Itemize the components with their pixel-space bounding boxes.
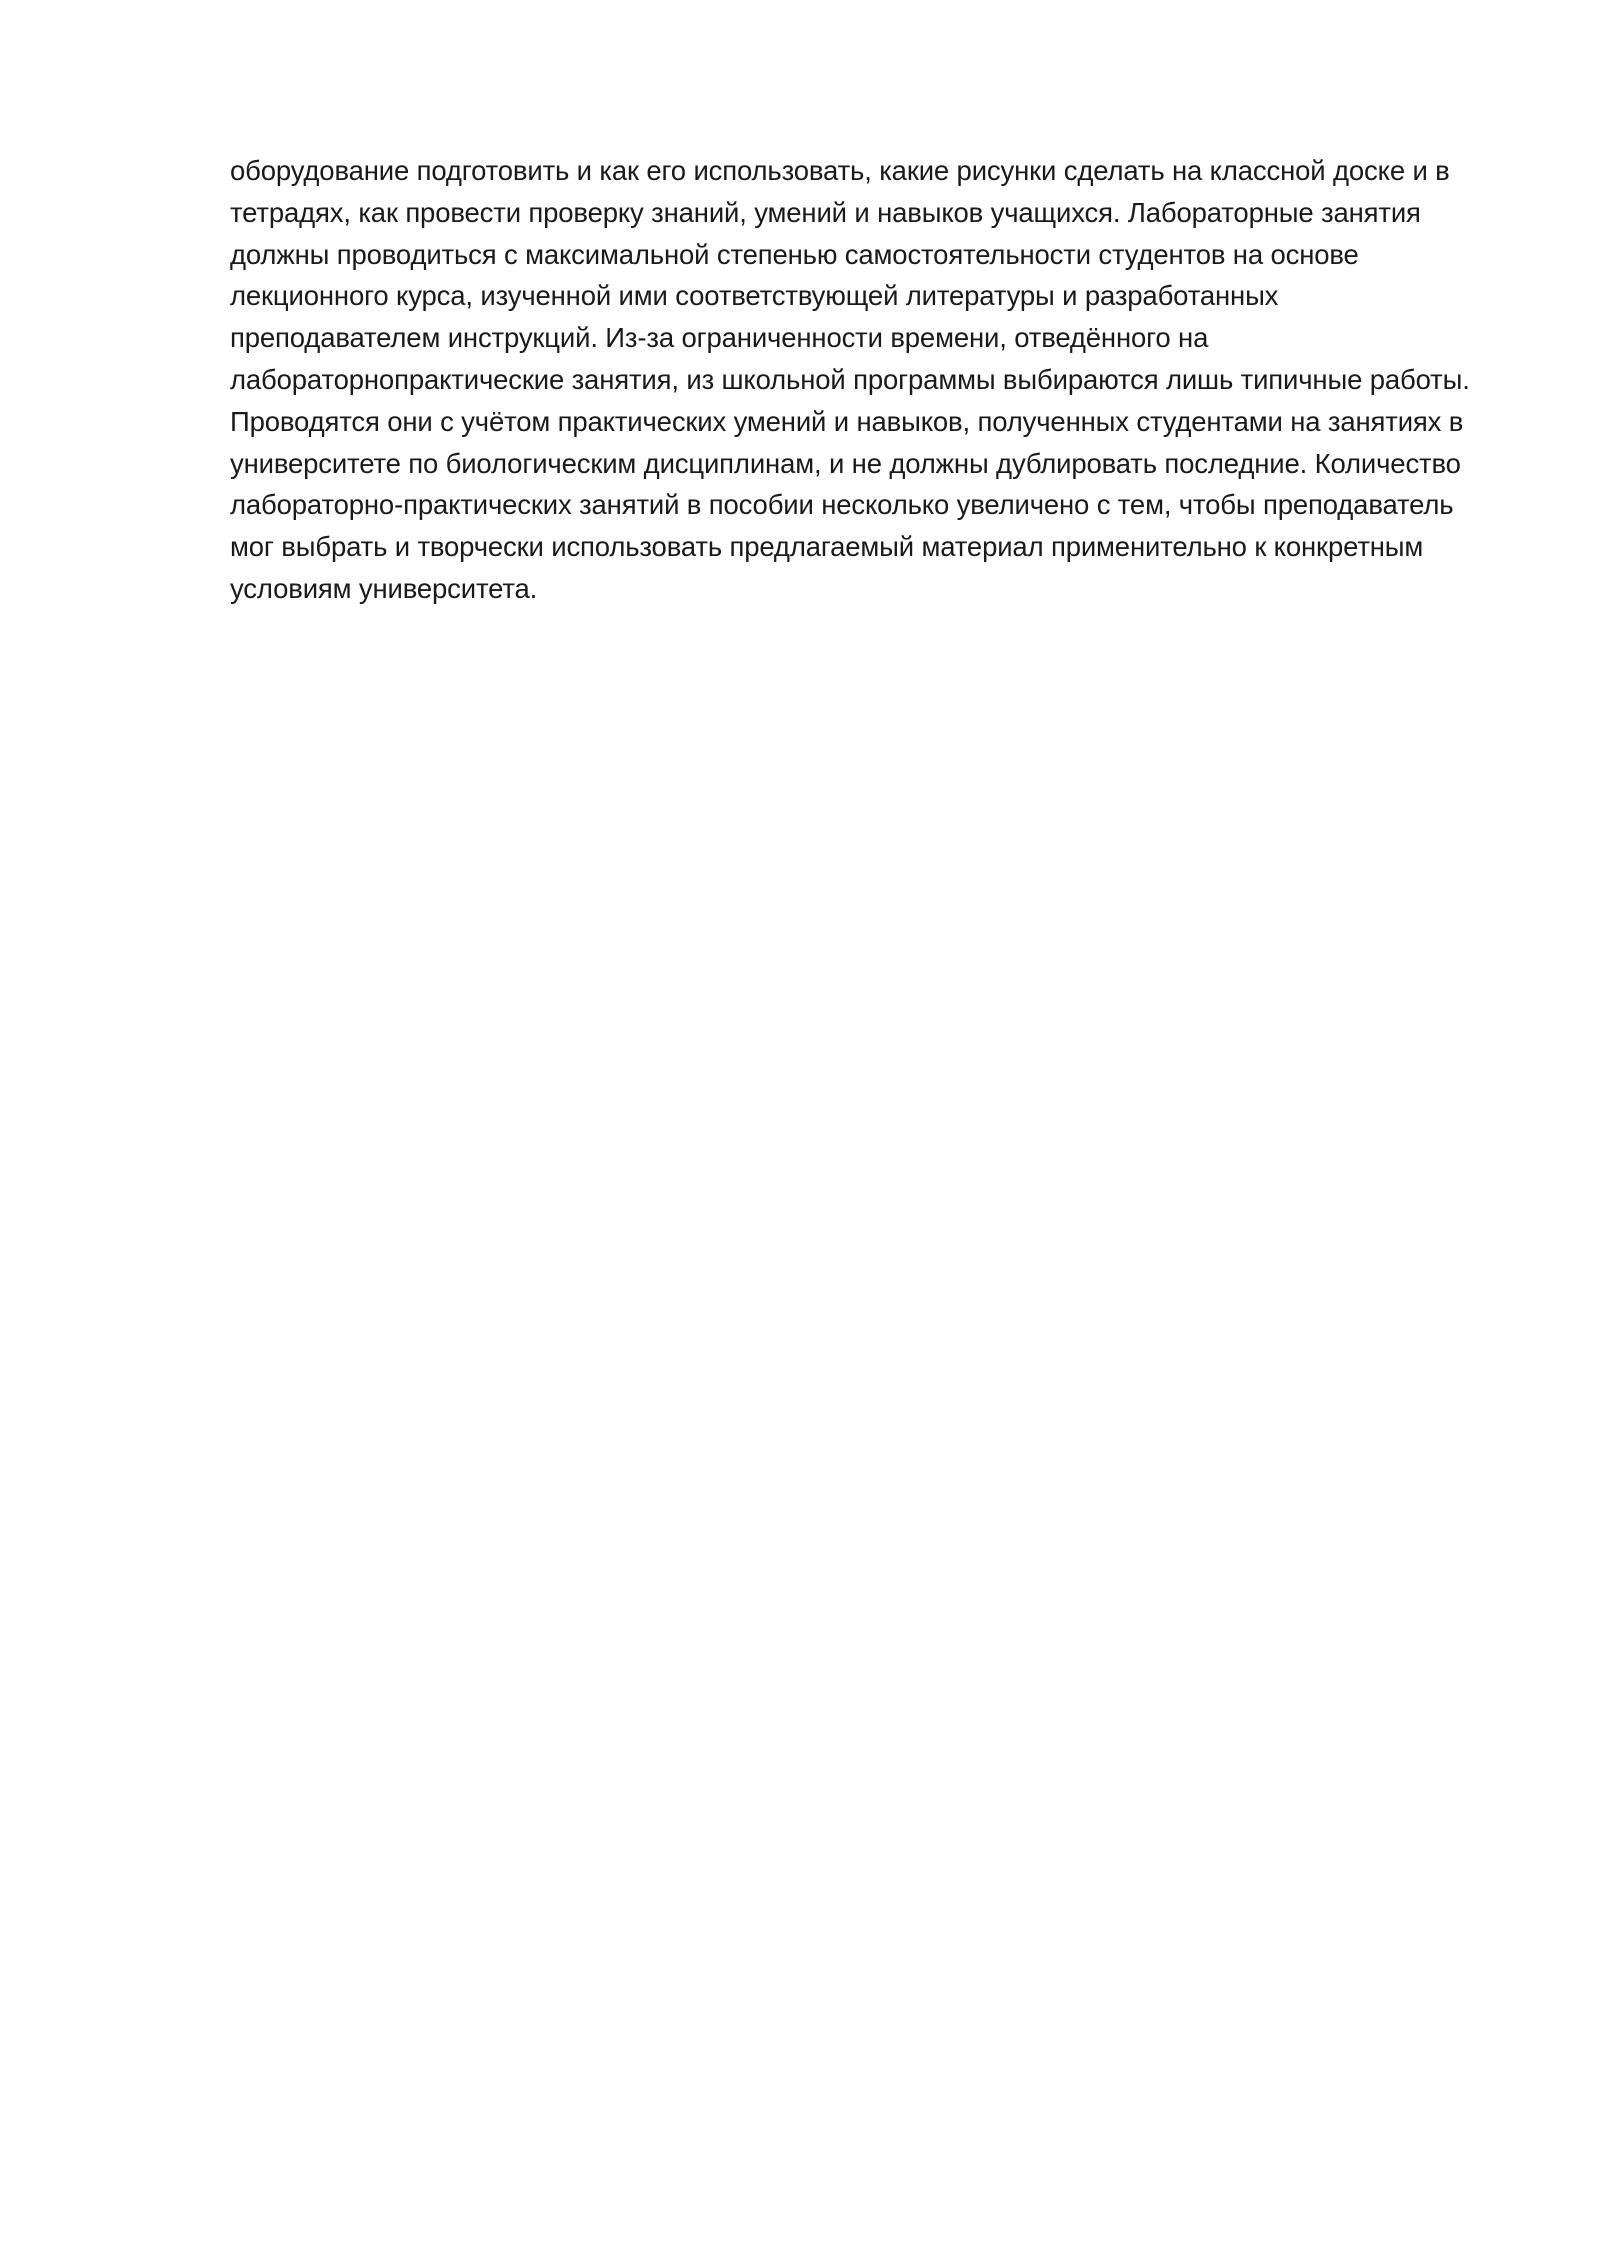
- paragraph-line: лекционного курса, изученной ими соответствующей литературы и разработанных: [230, 280, 1279, 312]
- paragraph-line: преподавателем инструкций. Из-за ограниченности времени, отведённого на: [230, 322, 1209, 354]
- paragraph-line: Проводятся они с учётом практических умений и навыков, полученных студентами на занятиях в: [230, 405, 1464, 437]
- paragraph-line: условиям университета.: [230, 572, 538, 604]
- paragraph-line: тетрадях, как провести проверку знаний, умений и навыков учащихся. Лабораторные занятия: [230, 196, 1421, 228]
- body-paragraph: [230, 150, 1490, 610]
- paragraph-line: должны проводиться с максимальной степенью самостоятельности студентов на основе: [230, 238, 1359, 270]
- paragraph-line: оборудование подготовить и как его использовать, какие рисунки сделать на классной доске и в: [230, 155, 1450, 186]
- paragraph-line: университете по биологическим дисциплинам, и не должны дублировать последние. Количество: [230, 447, 1461, 479]
- paragraph-line: мог выбрать и творчески использовать предлагаемый материал применительно к конкретным: [230, 531, 1424, 563]
- paragraph-line: лабораторнопрактические занятия, из школьной программы выбираются лишь типичные работы.: [230, 363, 1470, 395]
- paragraph-line: лабораторно-практических занятий в пособии несколько увеличено с тем, чтобы преподаватель: [230, 489, 1454, 521]
